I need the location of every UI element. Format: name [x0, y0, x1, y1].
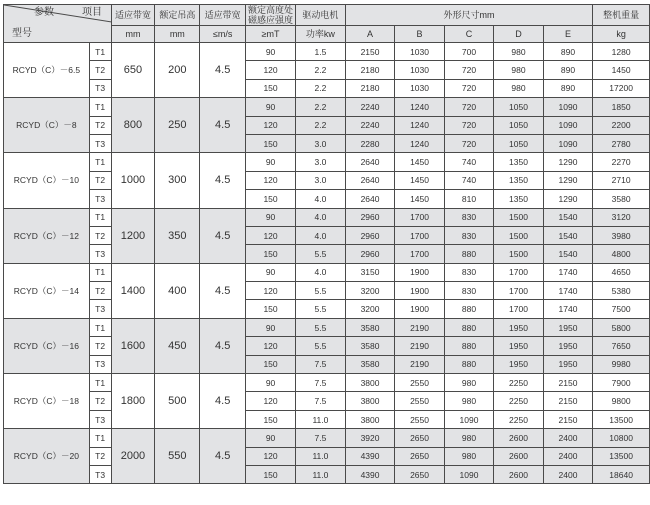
- variant-label: T3: [89, 190, 111, 208]
- weight-kg: 3580: [593, 190, 650, 208]
- field-mt: 90: [246, 98, 296, 116]
- dim-d: 2250: [494, 410, 543, 428]
- field-mt: 120: [246, 116, 296, 134]
- dim-c: 880: [444, 245, 493, 263]
- belt-width-value: 800: [111, 98, 155, 153]
- dim-b: 1450: [395, 171, 444, 189]
- dim-d: 1350: [494, 153, 543, 171]
- dim-d: 1950: [494, 337, 543, 355]
- weight-kg: 7900: [593, 374, 650, 392]
- field-mt: 120: [246, 226, 296, 244]
- dim-a: 2150: [345, 43, 394, 61]
- unit-field-strength: ≥mT: [246, 26, 296, 43]
- dim-d: 980: [494, 79, 543, 97]
- dim-c: 980: [444, 374, 493, 392]
- field-mt: 150: [246, 410, 296, 428]
- dim-c: 880: [444, 355, 493, 373]
- dim-a: 3920: [345, 429, 394, 447]
- unit-belt-speed: ≤m/s: [200, 26, 246, 43]
- variant-label: T2: [89, 337, 111, 355]
- belt-speed-value: 4.5: [200, 43, 246, 98]
- belt-speed-value: 4.5: [200, 318, 246, 373]
- weight-kg: 5800: [593, 318, 650, 336]
- dim-d: 1050: [494, 116, 543, 134]
- table-row: [4, 263, 650, 281]
- weight-kg: 2780: [593, 134, 650, 152]
- unit-belt-width: mm: [111, 26, 155, 43]
- dim-e: 1290: [543, 190, 592, 208]
- dim-e: 1290: [543, 153, 592, 171]
- table-row: [4, 392, 650, 410]
- dim-b: 1240: [395, 134, 444, 152]
- variant-label: T3: [89, 300, 111, 318]
- dim-c: 980: [444, 429, 493, 447]
- dim-d: 1950: [494, 318, 543, 336]
- dim-b: 1450: [395, 153, 444, 171]
- variant-label: T1: [89, 43, 111, 61]
- dim-c: 720: [444, 116, 493, 134]
- dim-d: 1050: [494, 98, 543, 116]
- dim-b: 2650: [395, 465, 444, 483]
- weight-kg: 2710: [593, 171, 650, 189]
- dim-c: 830: [444, 208, 493, 226]
- weight-kg: 10800: [593, 429, 650, 447]
- table-row: [4, 282, 650, 300]
- motor-kw: 5.5: [296, 300, 346, 318]
- col-field-line2: 磁感应强度: [248, 15, 294, 25]
- belt-width-value: 1200: [111, 208, 155, 263]
- corner-item-label: 项目: [82, 7, 102, 18]
- field-mt: 90: [246, 208, 296, 226]
- dim-d: 2600: [494, 447, 543, 465]
- dim-c: 810: [444, 190, 493, 208]
- belt-width-value: 1600: [111, 318, 155, 373]
- model-name: RCYD（C）－8: [4, 98, 90, 153]
- dim-a: 4390: [345, 447, 394, 465]
- table-row: [4, 374, 650, 392]
- rated-lift-value: 400: [155, 263, 200, 318]
- dim-a: 2640: [345, 153, 394, 171]
- variant-label: T3: [89, 134, 111, 152]
- dim-c: 700: [444, 43, 493, 61]
- motor-kw: 11.0: [296, 447, 346, 465]
- variant-label: T1: [89, 263, 111, 281]
- unit-motor: 功率kw: [296, 26, 346, 43]
- weight-kg: 18640: [593, 465, 650, 483]
- dim-e: 1740: [543, 282, 592, 300]
- dim-a: 3150: [345, 263, 394, 281]
- dim-e: 1950: [543, 355, 592, 373]
- dim-c: 720: [444, 61, 493, 79]
- model-name: RCYD（C）－18: [4, 374, 90, 429]
- dim-b-header: B: [395, 26, 444, 43]
- dim-e: 1950: [543, 337, 592, 355]
- unit-rated-lift: mm: [155, 26, 200, 43]
- dim-a: 3800: [345, 392, 394, 410]
- dim-c: 740: [444, 171, 493, 189]
- motor-kw: 2.2: [296, 79, 346, 97]
- motor-kw: 7.5: [296, 392, 346, 410]
- field-mt: 120: [246, 61, 296, 79]
- dim-a: 2960: [345, 226, 394, 244]
- dim-a: 3200: [345, 282, 394, 300]
- weight-kg: 1280: [593, 43, 650, 61]
- spec-table: [3, 4, 650, 484]
- motor-kw: 11.0: [296, 465, 346, 483]
- dim-d: 1700: [494, 300, 543, 318]
- dim-d: 2250: [494, 374, 543, 392]
- dim-a: 2240: [345, 98, 394, 116]
- field-mt: 150: [246, 245, 296, 263]
- table-row: [4, 245, 650, 263]
- dim-c: 720: [444, 134, 493, 152]
- variant-label: T1: [89, 153, 111, 171]
- variant-label: T2: [89, 116, 111, 134]
- motor-kw: 2.2: [296, 61, 346, 79]
- dim-d: 1500: [494, 226, 543, 244]
- dim-c: 830: [444, 226, 493, 244]
- dim-d: 1350: [494, 171, 543, 189]
- field-mt: 120: [246, 337, 296, 355]
- motor-kw: 7.5: [296, 374, 346, 392]
- dim-e: 890: [543, 79, 592, 97]
- dim-c: 830: [444, 282, 493, 300]
- dim-e: 2400: [543, 429, 592, 447]
- variant-label: T3: [89, 245, 111, 263]
- corner-param-label: 参数: [34, 7, 54, 18]
- weight-kg: 2270: [593, 153, 650, 171]
- dim-e: 2150: [543, 392, 592, 410]
- dim-b: 2190: [395, 355, 444, 373]
- table-row: [4, 171, 650, 189]
- variant-label: T1: [89, 318, 111, 336]
- model-name: RCYD（C）－6.5: [4, 43, 90, 98]
- field-mt: 150: [246, 79, 296, 97]
- belt-speed-value: 4.5: [200, 208, 246, 263]
- variant-label: T1: [89, 429, 111, 447]
- dim-c: 880: [444, 337, 493, 355]
- dim-e: 2150: [543, 374, 592, 392]
- dim-e: 1740: [543, 300, 592, 318]
- col-field-strength: [246, 5, 296, 26]
- dim-e: 2400: [543, 465, 592, 483]
- variant-label: T1: [89, 98, 111, 116]
- dim-e: 1950: [543, 318, 592, 336]
- rated-lift-value: 500: [155, 374, 200, 429]
- corner-model-label: 型号: [12, 28, 32, 39]
- table-row: [4, 190, 650, 208]
- belt-speed-value: 4.5: [200, 429, 246, 484]
- dim-e: 2400: [543, 447, 592, 465]
- dim-a: 2640: [345, 171, 394, 189]
- dim-c: 830: [444, 263, 493, 281]
- dim-b: 2550: [395, 374, 444, 392]
- table-row: [4, 447, 650, 465]
- dim-b: 1030: [395, 61, 444, 79]
- col-belt-width: 适应带宽: [111, 5, 155, 26]
- field-mt: 90: [246, 374, 296, 392]
- belt-width-value: 1000: [111, 153, 155, 208]
- variant-label: T3: [89, 465, 111, 483]
- motor-kw: 3.0: [296, 153, 346, 171]
- motor-kw: 7.5: [296, 429, 346, 447]
- dim-c-header: C: [444, 26, 493, 43]
- dim-a: 3800: [345, 374, 394, 392]
- weight-kg: 9800: [593, 392, 650, 410]
- dim-b: 1240: [395, 116, 444, 134]
- rated-lift-value: 350: [155, 208, 200, 263]
- dim-b: 2650: [395, 429, 444, 447]
- dim-d: 2600: [494, 465, 543, 483]
- model-name: RCYD（C）－12: [4, 208, 90, 263]
- table-row: [4, 226, 650, 244]
- dim-a: 2280: [345, 134, 394, 152]
- field-mt: 150: [246, 355, 296, 373]
- dim-b: 2550: [395, 392, 444, 410]
- dim-d: 2250: [494, 392, 543, 410]
- dim-e: 1090: [543, 98, 592, 116]
- dim-e: 890: [543, 43, 592, 61]
- col-dimensions: 外形尺寸mm: [345, 5, 592, 26]
- motor-kw: 4.0: [296, 208, 346, 226]
- table-row: [4, 208, 650, 226]
- dim-c: 880: [444, 318, 493, 336]
- dim-c: 720: [444, 98, 493, 116]
- field-mt: 150: [246, 465, 296, 483]
- variant-label: T2: [89, 392, 111, 410]
- model-name: RCYD（C）－14: [4, 263, 90, 318]
- weight-kg: 4650: [593, 263, 650, 281]
- col-rated-lift: 额定吊高: [155, 5, 200, 26]
- dim-b: 2190: [395, 337, 444, 355]
- weight-kg: 1850: [593, 98, 650, 116]
- variant-label: T1: [89, 208, 111, 226]
- variant-label: T2: [89, 282, 111, 300]
- table-row: [4, 410, 650, 428]
- dim-b: 1240: [395, 98, 444, 116]
- belt-width-value: 1400: [111, 263, 155, 318]
- rated-lift-value: 200: [155, 43, 200, 98]
- dim-c: 880: [444, 300, 493, 318]
- belt-speed-value: 4.5: [200, 153, 246, 208]
- belt-width-value: 1800: [111, 374, 155, 429]
- dim-d: 1500: [494, 208, 543, 226]
- model-name: RCYD（C）－16: [4, 318, 90, 373]
- dim-c: 740: [444, 153, 493, 171]
- variant-label: T3: [89, 79, 111, 97]
- field-mt: 90: [246, 263, 296, 281]
- rated-lift-value: 250: [155, 98, 200, 153]
- motor-kw: 11.0: [296, 410, 346, 428]
- dim-b: 2650: [395, 447, 444, 465]
- dim-b: 1450: [395, 190, 444, 208]
- dim-c: 1090: [444, 465, 493, 483]
- table-row: [4, 116, 650, 134]
- dim-c: 980: [444, 447, 493, 465]
- dim-e-header: E: [543, 26, 592, 43]
- rated-lift-value: 300: [155, 153, 200, 208]
- belt-width-value: 650: [111, 43, 155, 98]
- dim-d: 1700: [494, 282, 543, 300]
- motor-kw: 2.2: [296, 98, 346, 116]
- field-mt: 120: [246, 447, 296, 465]
- variant-label: T2: [89, 61, 111, 79]
- dim-a: 2240: [345, 116, 394, 134]
- field-mt: 120: [246, 171, 296, 189]
- dim-b: 1900: [395, 300, 444, 318]
- weight-kg: 13500: [593, 447, 650, 465]
- field-mt: 120: [246, 282, 296, 300]
- field-mt: 120: [246, 392, 296, 410]
- field-mt: 90: [246, 153, 296, 171]
- weight-kg: 9980: [593, 355, 650, 373]
- col-weight: 整机重量: [593, 5, 650, 26]
- weight-kg: 3120: [593, 208, 650, 226]
- dim-a: 2960: [345, 208, 394, 226]
- variant-label: T2: [89, 447, 111, 465]
- model-name: RCYD（C）－20: [4, 429, 90, 484]
- rated-lift-value: 550: [155, 429, 200, 484]
- weight-kg: 5380: [593, 282, 650, 300]
- table-row: [4, 318, 650, 336]
- dim-a-header: A: [345, 26, 394, 43]
- table-row: [4, 153, 650, 171]
- belt-speed-value: 4.5: [200, 374, 246, 429]
- dim-b: 1700: [395, 208, 444, 226]
- dim-e: 1290: [543, 171, 592, 189]
- dim-a: 2960: [345, 245, 394, 263]
- col-field-line1: 额定高度处: [248, 5, 294, 15]
- dim-a: 3580: [345, 337, 394, 355]
- table-row: [4, 43, 650, 61]
- table-row: [4, 300, 650, 318]
- table-row: [4, 429, 650, 447]
- table-row: [4, 79, 650, 97]
- dim-b: 1700: [395, 245, 444, 263]
- dim-e: 1090: [543, 134, 592, 152]
- field-mt: 150: [246, 190, 296, 208]
- dim-b: 1900: [395, 282, 444, 300]
- field-mt: 150: [246, 300, 296, 318]
- dim-e: 1540: [543, 208, 592, 226]
- dim-a: 2180: [345, 79, 394, 97]
- model-name: RCYD（C）－10: [4, 153, 90, 208]
- dim-e: 2150: [543, 410, 592, 428]
- weight-kg: 7650: [593, 337, 650, 355]
- motor-kw: 5.5: [296, 245, 346, 263]
- col-belt-speed: 适应带宽: [200, 5, 246, 26]
- field-mt: 150: [246, 134, 296, 152]
- dim-b: 1900: [395, 263, 444, 281]
- motor-kw: 4.0: [296, 263, 346, 281]
- motor-kw: 5.5: [296, 337, 346, 355]
- dim-a: 4390: [345, 465, 394, 483]
- unit-weight: kg: [593, 26, 650, 43]
- dim-d-header: D: [494, 26, 543, 43]
- belt-speed-value: 4.5: [200, 263, 246, 318]
- dim-c: 1090: [444, 410, 493, 428]
- belt-width-value: 2000: [111, 429, 155, 484]
- table-row: [4, 465, 650, 483]
- dim-d: 1350: [494, 190, 543, 208]
- rated-lift-value: 450: [155, 318, 200, 373]
- variant-label: T3: [89, 355, 111, 373]
- dim-a: 2180: [345, 61, 394, 79]
- dim-e: 1090: [543, 116, 592, 134]
- dim-a: 2640: [345, 190, 394, 208]
- dim-d: 1050: [494, 134, 543, 152]
- dim-d: 1950: [494, 355, 543, 373]
- dim-b: 1700: [395, 226, 444, 244]
- field-mt: 90: [246, 318, 296, 336]
- motor-kw: 3.0: [296, 134, 346, 152]
- dim-d: 1500: [494, 245, 543, 263]
- variant-label: T2: [89, 226, 111, 244]
- motor-kw: 5.5: [296, 282, 346, 300]
- dim-a: 3580: [345, 318, 394, 336]
- weight-kg: 1450: [593, 61, 650, 79]
- dim-e: 1540: [543, 226, 592, 244]
- variant-label: T2: [89, 171, 111, 189]
- motor-kw: 3.0: [296, 171, 346, 189]
- dim-b: 2550: [395, 410, 444, 428]
- dim-c: 980: [444, 392, 493, 410]
- weight-kg: 2200: [593, 116, 650, 134]
- field-mt: 90: [246, 429, 296, 447]
- dim-e: 1740: [543, 263, 592, 281]
- motor-kw: 2.2: [296, 116, 346, 134]
- dim-a: 3800: [345, 410, 394, 428]
- table-row: [4, 61, 650, 79]
- field-mt: 90: [246, 43, 296, 61]
- motor-kw: 4.0: [296, 190, 346, 208]
- table-row: [4, 337, 650, 355]
- dim-a: 3200: [345, 300, 394, 318]
- motor-kw: 5.5: [296, 318, 346, 336]
- dim-d: 980: [494, 61, 543, 79]
- motor-kw: 1.5: [296, 43, 346, 61]
- variant-label: T1: [89, 374, 111, 392]
- dim-a: 3580: [345, 355, 394, 373]
- dim-e: 890: [543, 61, 592, 79]
- dim-d: 1700: [494, 263, 543, 281]
- table-row: [4, 98, 650, 116]
- dim-e: 1540: [543, 245, 592, 263]
- variant-label: T3: [89, 410, 111, 428]
- motor-kw: 7.5: [296, 355, 346, 373]
- weight-kg: 17200: [593, 79, 650, 97]
- weight-kg: 4800: [593, 245, 650, 263]
- table-row: [4, 355, 650, 373]
- dim-b: 1030: [395, 43, 444, 61]
- motor-kw: 4.0: [296, 226, 346, 244]
- belt-speed-value: 4.5: [200, 98, 246, 153]
- weight-kg: 13500: [593, 410, 650, 428]
- dim-b: 2190: [395, 318, 444, 336]
- weight-kg: 7500: [593, 300, 650, 318]
- dim-c: 720: [444, 79, 493, 97]
- dim-b: 1030: [395, 79, 444, 97]
- table-row: [4, 134, 650, 152]
- dim-d: 980: [494, 43, 543, 61]
- header-corner: [4, 5, 112, 43]
- weight-kg: 3980: [593, 226, 650, 244]
- col-motor: 驱动电机: [296, 5, 346, 26]
- dim-d: 2600: [494, 429, 543, 447]
